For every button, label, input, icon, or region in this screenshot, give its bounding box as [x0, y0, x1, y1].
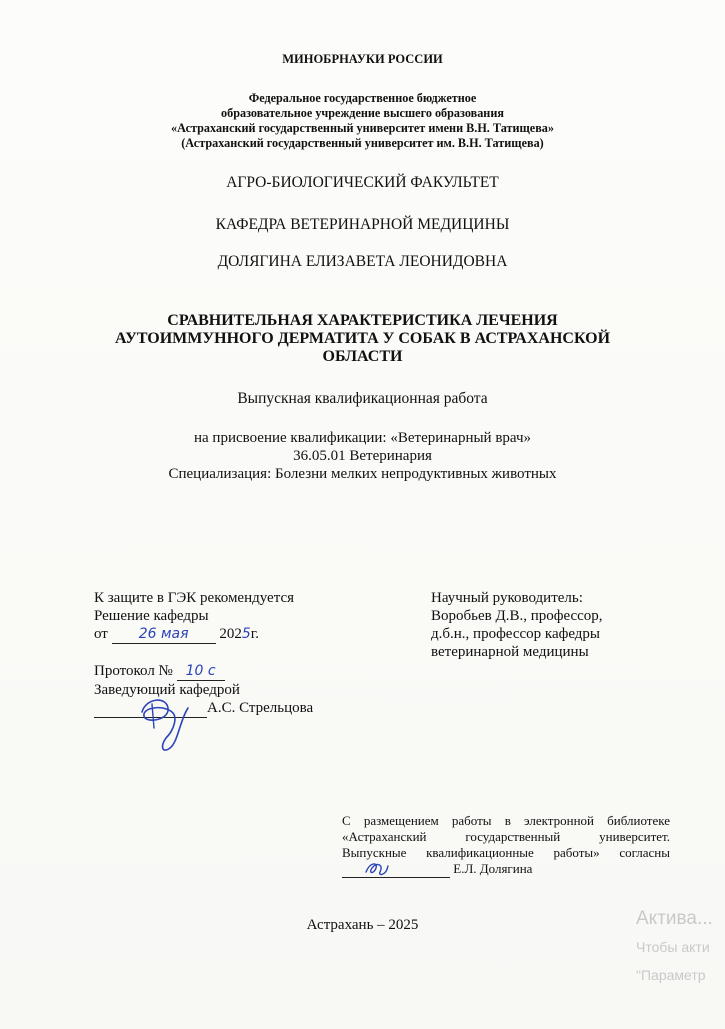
handwritten-date: 26 мая — [138, 626, 189, 642]
ministry-heading: МИНОБРНАУКИ РОССИИ — [282, 52, 443, 66]
department-decision-line: Решение кафедры — [94, 608, 209, 624]
defense-recommendation-block — [94, 589, 313, 718]
specialization-line: Специализация: Болезни мелких непродуктивных животных — [168, 466, 557, 482]
qualification-block — [0, 429, 725, 483]
institution-line: Федеральное государственное бюджетное — [248, 91, 477, 105]
supervisor-label: Научный руководитель: — [431, 590, 583, 606]
city-year: Астрахань – 2025 — [306, 917, 419, 933]
protocol-number-field — [177, 662, 225, 681]
institution-block — [0, 91, 725, 151]
supervisor-name: Воробьев Д.В., профессор, — [431, 608, 603, 624]
department-name: КАФЕДРА ВЕТЕРИНАРНОЙ МЕДИЦИНЫ — [215, 216, 510, 233]
work-type: Выпускная квалификационная работа — [237, 390, 488, 407]
watermark-line: "Параметр — [636, 967, 706, 983]
student-signature-icon — [362, 858, 392, 880]
watermark-line: Актива... — [636, 908, 713, 929]
head-label-line: Заведующий кафедрой — [94, 682, 240, 698]
windows-activation-watermark — [636, 905, 713, 989]
handwritten-protocol-number: 10 с — [185, 663, 216, 679]
supervisor-degree: д.б.н., профессор кафедры — [431, 626, 600, 642]
protocol-line — [94, 662, 313, 681]
supervisor-department: ветеринарной медицины — [431, 644, 589, 660]
consent-line: С размещением работы в электронной библиотеке — [342, 813, 670, 828]
handwritten-year-digit: 5 — [241, 626, 251, 642]
head-signature-line — [94, 699, 313, 718]
institution-line: образовательное учреждение высшего образования — [221, 106, 504, 120]
consent-line: Выпускные квалификационные работы» согласны — [342, 845, 670, 860]
head-signature-icon — [132, 690, 194, 760]
student-signature-field — [342, 861, 450, 878]
title-line: АУТОИММУННОГО ДЕРМАТИТА У СОБАК В АСТРАХАНСКОЙ — [114, 330, 611, 347]
faculty-name: АГРО-БИОЛОГИЧЕСКИЙ ФАКУЛЬТЕТ — [226, 174, 499, 191]
watermark-line: Чтобы акти — [636, 939, 710, 955]
protocol-label: Протокол № — [94, 663, 173, 679]
institution-line: (Астраханский государственный университет им. В.Н. Татищева) — [181, 136, 544, 150]
title-line: СРАВНИТЕЛЬНАЯ ХАРАКТЕРИСТИКА ЛЕЧЕНИЯ — [167, 312, 558, 329]
decision-date-line — [94, 625, 313, 644]
consent-line: «Астраханский государственный университет. — [342, 829, 670, 844]
author-name: ДОЛЯГИНА ЕЛИЗАВЕТА ЛЕОНИДОВНА — [217, 253, 508, 270]
student-name: Е.Л. Долягина — [453, 861, 533, 876]
recommendation-line: К защите в ГЭК рекомендуется — [94, 590, 295, 606]
qualification-line: на присвоение квалификации: «Ветеринарный врач» — [193, 430, 532, 446]
date-prefix: от — [94, 626, 108, 642]
date-suffix: г. — [250, 626, 259, 642]
supervisor-block — [431, 589, 603, 661]
institution-line: «Астраханский государственный университет имени В.Н. Татищева» — [171, 121, 554, 135]
specialty-code-line: 36.05.01 Ветеринария — [293, 448, 432, 464]
title-line: ОБЛАСТИ — [322, 348, 403, 365]
head-name: А.С. Стрельцова — [207, 700, 314, 716]
date-year-prefix: 202 — [219, 626, 242, 642]
thesis-title — [0, 312, 725, 366]
date-day-field — [112, 625, 216, 644]
